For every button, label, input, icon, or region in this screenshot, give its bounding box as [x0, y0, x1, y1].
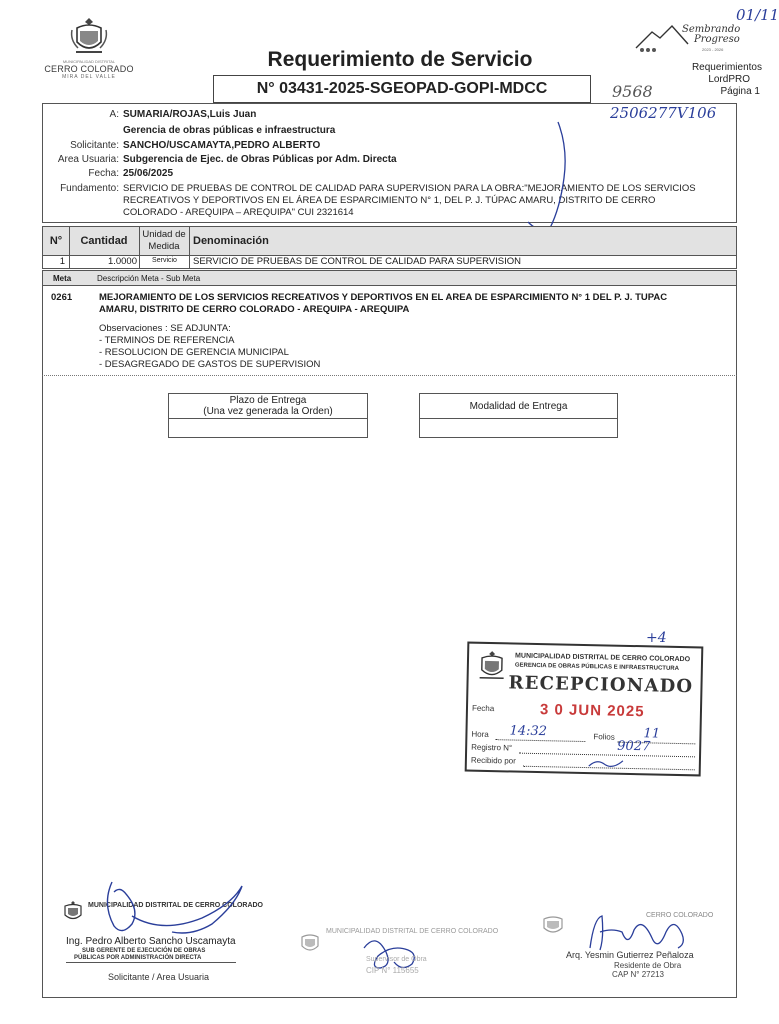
fundamento-line: RECREATIVOS Y DEPORTIVOS EN EL ÁREA DE ESPARCIMIENTO N° 1, DEL P. J. TÚPAC AMARU, DISTRITO DE CERRO	[123, 195, 656, 206]
signature-right-title: Residente de Obra	[614, 961, 682, 970]
coat-of-arms-icon	[68, 16, 110, 58]
observation-line: Observaciones : SE ADJUNTA:	[99, 323, 231, 334]
handwritten-pen-mark	[520, 118, 580, 238]
logo-line2: Progreso	[694, 34, 740, 45]
row-n: 1	[59, 256, 65, 267]
col-unidad-l2: Medida	[148, 241, 180, 252]
col-denominacion: Denominación	[193, 235, 269, 247]
page-border-left	[42, 376, 43, 998]
stamp-registro-value: 9027	[617, 738, 651, 755]
signature-left-caption: Solicitante / Area Usuaria	[108, 972, 210, 982]
handwritten-folio: 01/11	[736, 6, 779, 24]
system-name: LordPRO	[708, 74, 750, 85]
recepcionado-stamp	[465, 642, 704, 777]
to-department: Gerencia de obras públicas e infraestructura	[123, 125, 336, 136]
fundamento-line: COLORADO - AREQUIPA – AREQUIPA" CUI 2321614	[123, 207, 354, 218]
observations	[99, 323, 320, 371]
to-label: A:	[109, 109, 119, 120]
stamp-fecha-label: Fecha	[471, 703, 495, 714]
stamp-recibido-label: Recibido por	[470, 755, 516, 766]
signature-right-crest-icon	[540, 912, 566, 938]
solicitante-label: Solicitante:	[70, 140, 119, 151]
municipality-logo	[44, 14, 134, 80]
stamp-hora-value: 14:32	[509, 723, 548, 740]
signature-left-header: MUNICIPALIDAD DISTRITAL DE CERRO COLORADO	[88, 902, 263, 909]
row-cantidad: 1.0000	[107, 256, 137, 267]
to-name: SUMARIA/ROJAS,Luis Juan	[123, 109, 257, 120]
handwritten-9568: 9568	[612, 82, 653, 101]
logo-years: 2023 - 2026	[702, 47, 724, 52]
observation-line: - TERMINOS DE REFERENCIA	[99, 335, 235, 346]
signature-right-header: CERRO COLORADO	[646, 912, 714, 919]
signature-left-line	[66, 962, 236, 963]
page-label: Página 1	[720, 86, 760, 97]
info-box	[42, 103, 737, 223]
row-unidad: Servicio	[152, 257, 177, 264]
signature-left-title1: SUB GERENTE DE EJECUCIÓN DE OBRAS	[82, 948, 206, 954]
sembrando-progreso-logo	[632, 20, 742, 60]
row-denominacion: SERVICIO DE PRUEBAS DE CONTROL DE CALIDAD PARA SUPERVISION	[193, 256, 522, 267]
handwritten-stamp-mark: +4	[646, 630, 667, 646]
col-n: N°	[49, 235, 63, 247]
solicitante-value: SANCHO/USCAMAYTA,PEDRO ALBERTO	[123, 140, 321, 151]
observation-line: - DESAGREGADO DE GASTOS DE SUPERVISION	[99, 359, 321, 370]
handwritten-code: 2506277V106	[610, 104, 717, 122]
stamp-fecha-value: 3 0 JUN 2025	[539, 701, 645, 721]
modalidad-entrega-label: Modalidad de Entrega	[469, 400, 568, 412]
fundamento-label: Fundamento:	[60, 183, 119, 194]
page-border-bottom	[42, 997, 737, 998]
signature-center-line2: Supervisor de Obra	[366, 956, 427, 963]
fundamento-line: SERVICIO DE PRUEBAS DE CONTROL DE CALIDAD PARA SUPERVISION PARA LA OBRA:"MEJORAMIENTO DE LOS SERVICIOS	[123, 183, 696, 194]
fundamento-value	[123, 183, 723, 219]
stamp-crest-icon	[477, 650, 508, 683]
fecha-value: 25/06/2025	[123, 168, 174, 179]
page-border-right	[736, 376, 737, 998]
observation-line: - RESOLUCION DE GERENCIA MUNICIPAL	[99, 347, 289, 358]
meta-code: 0261	[51, 292, 73, 303]
stamp-hora-label: Hora	[471, 729, 489, 740]
col-unidad-l1: Unidad de	[142, 229, 186, 240]
signature-right-name: Arq. Yesmin Gutierrez Peñaloza	[566, 950, 694, 960]
stamp-initials	[587, 756, 627, 771]
logo-line1: Sembrando	[682, 24, 741, 35]
signature-left-crest-icon	[62, 900, 84, 924]
meta-header	[42, 270, 737, 286]
modalidad-entrega-header	[420, 394, 617, 419]
plazo-entrega-header	[169, 394, 367, 419]
signature-center-line3: CIP N° 115655	[366, 966, 419, 975]
plazo-entrega-box	[168, 393, 368, 438]
table-row	[42, 256, 737, 269]
meta-desc-line: AMARU, DISTRITO DE CERRO COLORADO - AREQUIPA - AREQUIPA	[99, 304, 410, 315]
stamp-gerencia: GERENCIA DE OBRAS PÚBLICAS E INFRAESTRUCTURA	[514, 662, 680, 672]
stamp-registro-label: Registro N°	[471, 742, 513, 753]
items-table-header	[42, 226, 737, 256]
document-title: Requerimiento de Servicio	[267, 48, 533, 71]
plazo-entrega-label: Plazo de Entrega	[229, 395, 307, 406]
document-number: N° 03431-2025-SGEOPAD-GOPI-MDCC	[213, 75, 591, 103]
meta-header-label: Meta	[53, 274, 72, 283]
signature-left-scribble	[92, 874, 272, 944]
signature-right-cap: CAP N° 27213	[612, 970, 664, 979]
plazo-entrega-sub: (Una vez generada la Orden)	[203, 406, 333, 417]
meta-desc-line: MEJORAMIENTO DE LOS SERVICIOS RECREATIVOS Y DEPORTIVOS EN EL AREA DE ESPARCIMIENTO N° 1 DEL P. J. TUPAC	[99, 292, 668, 303]
col-cantidad: Cantidad	[80, 235, 128, 247]
system-label: Requerimientos	[691, 62, 762, 73]
meta-body	[42, 286, 737, 376]
logo-sub: MIRA DEL VALLE	[62, 74, 116, 80]
stamp-title: RECEPCIONADO	[508, 672, 694, 698]
modalidad-entrega-box	[419, 393, 618, 438]
logo-name: CERRO COLORADO	[44, 64, 134, 74]
signature-center-crest-icon	[298, 930, 322, 956]
signature-left-name: Ing. Pedro Alberto Sancho Uscamayta	[66, 936, 236, 947]
meta-description	[99, 292, 719, 316]
stamp-folios-label: Folios	[593, 732, 615, 742]
signature-center-header: MUNICIPALIDAD DISTRITAL DE CERRO COLORADO	[326, 928, 499, 935]
logo-small-text: MUNICIPALIDAD DISTRITAL	[62, 59, 116, 64]
stamp-folios-value: 11	[643, 726, 661, 742]
fecha-label: Fecha:	[88, 168, 119, 179]
meta-header-desc: Descripción Meta - Sub Meta	[97, 274, 201, 283]
signature-left-title2: PÚBLICAS POR ADMINISTRACIÓN DIRECTA	[74, 955, 202, 961]
stamp-municipality: MUNICIPALIDAD DISTRITAL DE CERRO COLORADO	[515, 652, 691, 664]
area-value: Subgerencia de Ejec. de Obras Públicas por Adm. Directa	[123, 154, 397, 165]
area-label: Area Usuaria:	[57, 154, 119, 165]
col-unidad	[140, 227, 188, 255]
